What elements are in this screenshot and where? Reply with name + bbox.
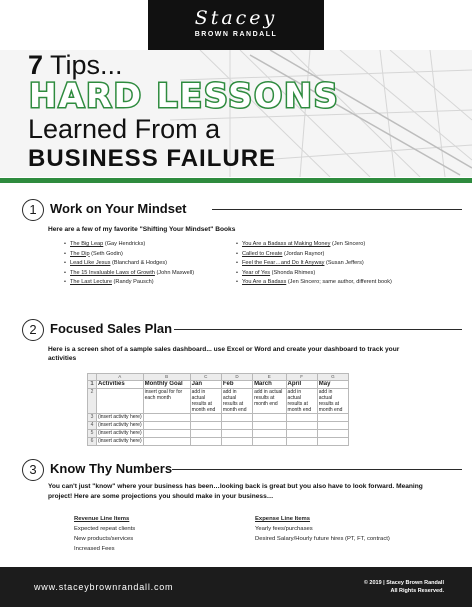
brand-subname: BROWN RANDALL [194,31,278,38]
section-3-title: Know Thy Numbers [50,461,173,476]
list-item: • You Are a Badass (Jen Sincero; same author, different book) [236,278,392,288]
book-link[interactable]: You Are a Badass [242,279,287,286]
section-3-rule [172,469,462,470]
header-bar [0,0,472,50]
footer-bar [0,567,472,607]
list-item: Expected repeat clients [74,526,136,532]
list-item: • The 15 Invaluable Laws of Growth (John Maxwell) [64,269,194,279]
brand-script-name: Stacey [194,7,278,29]
table-row: 6 (insert activity here) [88,438,349,446]
footer-copyright [364,579,444,595]
sales-intro: Here is a screen shot of a sample sales dashboard... use Excel or Word and create your dashboard to track your activities [48,346,400,362]
section-2-number: 2 [22,319,44,341]
section-1-number: 1 [22,199,44,221]
book-link[interactable]: The Big Leap [70,241,104,247]
sales-dashboard-sheet [87,373,349,446]
sheet-header-row: 1 Activities Monthly Goal Jan Feb March April May [88,381,349,389]
numbers-intro: You can't just "know" where your business has been…looking back is great but you also have to look forward. Meaning project! Here are some projections you should make in your business… [48,483,423,500]
sheet-column-letters: A B C D E F G [88,374,349,381]
section-1-title: Work on Your Mindset [50,201,187,216]
list-item: • You Are a Badass at Making Money (Jen Sincero) [236,240,392,250]
book-link[interactable]: The 15 Invaluable Laws of Growth [70,269,155,276]
section-1-header [22,199,462,221]
brand-logo [148,0,324,50]
list-item: Yearly fees/purchases [255,526,313,532]
section-1-rule [212,209,462,210]
book-link[interactable]: Year of Yes [242,269,271,276]
expense-heading: Expense Line Items [255,516,311,522]
expense-column [255,514,390,544]
section-2-header [22,319,462,341]
table-row: 4 (insert activity here) [88,422,349,430]
revenue-heading: Revenue Line Items [74,516,130,522]
list-item: • The Last Lecture (Randy Pausch) [64,278,194,288]
book-link[interactable]: Lead Like Jesus [70,260,111,267]
list-item: • Feel the Fear…and Do It Anyway (Susan Jeffers) [236,259,392,269]
table-row: 2 insert goal for for each month add in actual results at month end add in actual results at month end add in actual results at month end add in actual results at month end add in actual results at month end [88,389,349,414]
list-item: New products/services [74,536,134,542]
green-divider [0,178,472,183]
title-line-4: BUSINESS FAILURE [28,145,277,172]
section-3-header [22,459,462,481]
book-link[interactable]: Called to Create [242,250,283,257]
book-link[interactable]: The Dip [70,250,90,257]
book-link[interactable]: The Last Lecture [70,279,112,286]
title-line-2: HARD LESSONS [29,76,340,115]
section-3-number: 3 [22,459,44,481]
table-row: 3 (insert activity here) [88,414,349,422]
book-link[interactable]: Feel the Fear…and Do It Anyway [242,260,325,267]
section-2-title: Focused Sales Plan [50,321,173,336]
book-link[interactable]: You Are a Badass at Making Money [242,241,331,247]
title-number: 7 [28,50,44,80]
footer-website-link[interactable]: www.staceybrownrandall.com [34,582,174,592]
list-item: • Called to Create (Jordan Raynor) [236,250,392,260]
list-item: Increased Fees [74,546,115,552]
table-row: 5 (insert activity here) [88,430,349,438]
copyright-line: © 2019 | Stacey Brown Randall [363,580,444,586]
list-item: Desired Salary/Hourly future hires (PT, FT, contract) [255,536,390,542]
rights-line: All Rights Reserved. [390,588,444,594]
title-tips: Tips... [43,50,123,80]
book-list-left [64,240,194,288]
list-item: • The Big Leap (Gay Hendricks) [64,240,194,250]
title-line-3: Learned From a [28,114,221,144]
section-2-rule [174,329,462,330]
book-list-right [236,240,392,288]
list-item: • Lead Like Jesus (Blanchard & Hodges) [64,259,194,269]
list-item: • The Dip (Seth Godin) [64,250,194,260]
list-item: • Year of Yes (Shonda Rhimes) [236,269,392,279]
mindset-intro: Here are a few of my favorite "Shifting Your Mindset" Books [48,226,236,233]
revenue-column [74,514,135,554]
